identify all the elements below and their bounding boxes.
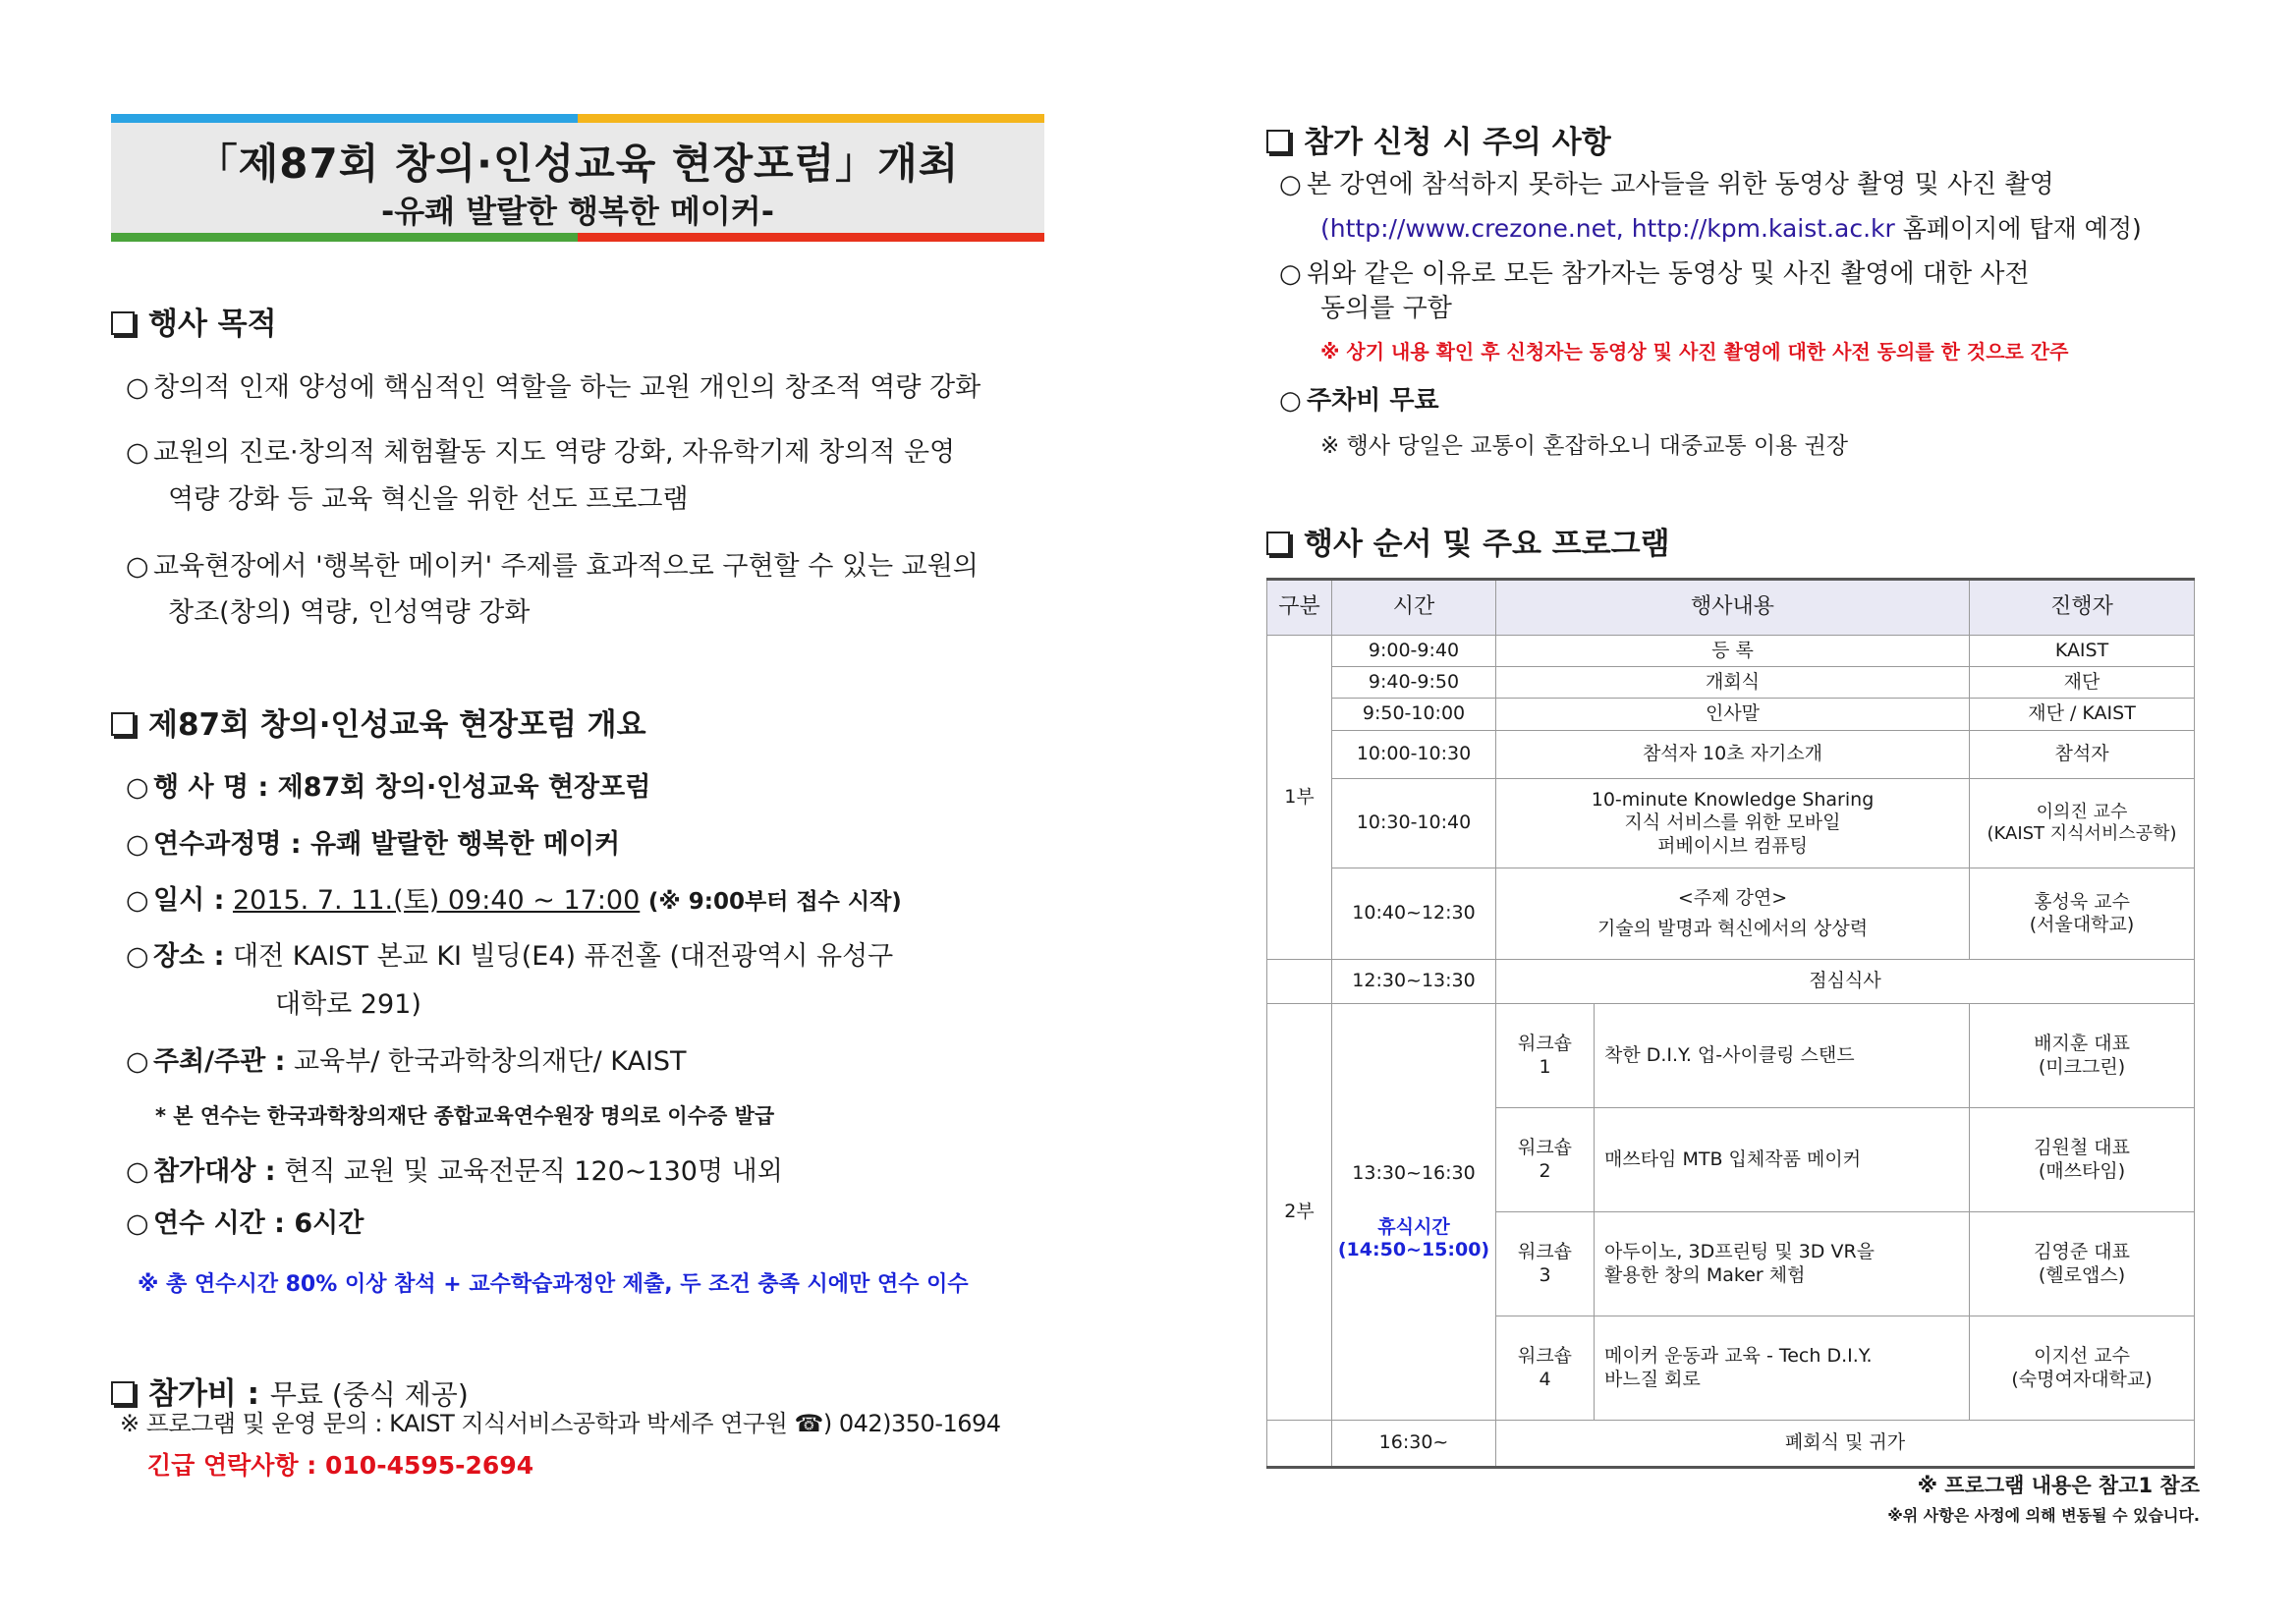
- notice-parking: [1279, 386, 1439, 417]
- title-bar-yellow: [578, 114, 1044, 123]
- overview-place-cont: 대학로 291): [275, 989, 421, 1020]
- workshop-number: [1496, 1108, 1595, 1212]
- title-box: [111, 114, 1044, 242]
- content-line: 활용한 창의 Maker 체험: [1604, 1263, 1806, 1286]
- checkbox-square-icon: [1266, 130, 1290, 153]
- phone-icon: ☎: [794, 1410, 823, 1437]
- row-content: [1496, 779, 1970, 868]
- row-time: 10:40~12:30: [1332, 868, 1496, 960]
- row-time: 10:00-10:30: [1332, 731, 1496, 779]
- label: 참가대상 :: [153, 1156, 276, 1187]
- content-line: 바느질 회로: [1604, 1368, 1701, 1390]
- part1-label: 1부: [1267, 636, 1332, 960]
- host-line: (숙명여자대학교): [2011, 1368, 2153, 1390]
- workshop-content: [1595, 1004, 1970, 1108]
- note: (※ 9:00부터 접수 시작): [647, 889, 902, 915]
- title-bar-red: [578, 233, 1044, 242]
- table-row: [1267, 1004, 2195, 1108]
- table-row: [1267, 667, 2195, 699]
- value: 6시간: [294, 1208, 364, 1239]
- blank-cell: [1267, 960, 1332, 1004]
- value: 현직 교원 및 교육전문직 120~130명 내외: [284, 1156, 783, 1187]
- table-row: [1267, 779, 2195, 868]
- purpose-item-2: [126, 437, 955, 469]
- notice-item-2: [1279, 259, 2030, 290]
- notice-parking-note: ※ 행사 당일은 교통이 혼잡하오니 대중교통 이용 권장: [1320, 433, 1849, 459]
- ws-label: 워크숍: [1517, 1033, 1573, 1055]
- row-content: 인사말: [1496, 699, 1970, 731]
- ws-label: 워크숍: [1517, 1241, 1573, 1263]
- row-content: 폐회식 및 귀가: [1496, 1421, 2195, 1468]
- host-line: 이지선 교수: [2034, 1345, 2130, 1368]
- overview-host: [126, 1046, 687, 1078]
- purpose-item-3-cont: 창조(창의) 역량, 인성역량 강화: [168, 597, 531, 628]
- page-title: 「제87회 창의·인성교육 현장포럼」개최: [196, 140, 960, 188]
- program-note-1: ※ 프로그램 내용은 참고1 참조: [1917, 1474, 2200, 1497]
- workshop-number: [1496, 1316, 1595, 1421]
- checkbox-square-icon: [111, 712, 135, 736]
- table-row: [1267, 731, 2195, 779]
- header-host: 진행자: [1970, 580, 2195, 636]
- row-host: KAIST: [1970, 636, 2195, 667]
- time-line: 13:30~16:30: [1352, 1161, 1476, 1184]
- notice-item-1-links: [1320, 214, 2142, 244]
- purpose-item-2-cont: 역량 강화 등 교육 혁신을 위한 선도 프로그램: [168, 484, 689, 515]
- label: 연수과정명 :: [153, 829, 302, 860]
- row-content: [1496, 868, 1970, 960]
- content-line: 지식 서비스를 위한 모바일: [1624, 812, 1841, 834]
- label: 주최/주관 :: [153, 1046, 286, 1077]
- workshop-content: [1595, 1316, 1970, 1421]
- value: 대전 KAIST 본교 KI 빌딩(E4) 퓨전홀 (대전광역시 유성구: [232, 941, 894, 972]
- ws-num: 2: [1539, 1159, 1551, 1182]
- row-time: 9:50-10:00: [1332, 699, 1496, 731]
- label: 참가비 :: [148, 1376, 260, 1412]
- circle-bullet-icon: ○: [126, 941, 149, 972]
- text: 위와 같은 이유로 모든 참가자는 동영상 및 사진 촬영에 대한 사전: [1307, 259, 2030, 289]
- host-line: 배지훈 대표: [2034, 1033, 2130, 1055]
- break-label: 휴식시간: [1377, 1215, 1450, 1238]
- fee-inquiry: [120, 1410, 1001, 1438]
- host-line: (KAIST 지식서비스공학): [1987, 823, 2177, 844]
- table-row: [1267, 868, 2195, 960]
- ws-num: 1: [1539, 1055, 1551, 1078]
- table-row: [1267, 699, 2195, 731]
- row-host: 재단: [1970, 667, 2195, 699]
- section-program-heading: [1266, 519, 1670, 563]
- text: 주차비 무료: [1307, 386, 1439, 416]
- program-note-2: ※위 사항은 사정에 의해 변동될 수 있습니다.: [1887, 1506, 2200, 1525]
- table-row: [1267, 636, 2195, 667]
- row-host: [1970, 868, 2195, 960]
- value: 제87회 창의·인성교육 현장포럼: [277, 772, 651, 803]
- purpose-item-3: [126, 551, 979, 583]
- content-line: 메이커 운동과 교육 - Tech D.I.Y.: [1604, 1345, 1873, 1368]
- host-line: (미크그린): [2038, 1055, 2126, 1078]
- notice-warning: ※ 상기 내용 확인 후 신청자는 동영상 및 사진 촬영에 대한 사전 동의를 한 것으로 간주: [1320, 340, 2069, 364]
- host-line: (서울대학교): [2029, 914, 2135, 935]
- circle-bullet-icon: ○: [126, 372, 149, 403]
- row-content: 점심식사: [1496, 960, 2195, 1004]
- label: 장소 :: [153, 941, 225, 972]
- label: 일시 :: [153, 885, 225, 916]
- workshop-content: [1595, 1212, 1970, 1316]
- row-content: 개회식: [1496, 667, 1970, 699]
- value: 무료 (중식 제공): [269, 1378, 469, 1411]
- text: 홈페이지에 탑재 예정): [1902, 214, 2142, 243]
- label: 행사 순서 및 주요 프로그램: [1304, 527, 1670, 562]
- circle-bullet-icon: ○: [126, 1046, 149, 1077]
- circle-bullet-icon: ○: [126, 772, 149, 803]
- row-time: 10:30-10:40: [1332, 779, 1496, 868]
- page-subtitle: -유쾌 발랄한 행복한 메이커-: [380, 193, 775, 230]
- ws-num: 3: [1539, 1263, 1551, 1286]
- workshop-host: [1970, 1004, 2195, 1108]
- part2-label: 2부: [1267, 1004, 1332, 1421]
- host-line: 홍성욱 교수: [2034, 890, 2130, 913]
- row-host: [1970, 779, 2195, 868]
- row-time: 9:00-9:40: [1332, 636, 1496, 667]
- content-line: 퍼베이시브 컴퓨팅: [1657, 834, 1808, 857]
- content-line: 기술의 발명과 혁신에서의 상상력: [1596, 918, 1869, 939]
- row-time: 12:30~13:30: [1332, 960, 1496, 1004]
- circle-bullet-icon: ○: [1279, 259, 1302, 289]
- notice-item-1: [1279, 170, 2054, 200]
- overview-date: [126, 885, 902, 917]
- host-line: (헬로앱스): [2038, 1263, 2126, 1286]
- purpose-item-text: 교육현장에서 '행복한 메이커' 주제를 효과적으로 구현할 수 있는 교원의: [153, 551, 979, 582]
- table-row-lunch: [1267, 960, 2195, 1004]
- section-overview-label: 제87회 창의·인성교육 현장포럼 개요: [148, 707, 646, 743]
- checkbox-square-icon: [1266, 532, 1290, 555]
- overview-event-name: [126, 772, 650, 804]
- circle-bullet-icon: ○: [126, 1156, 149, 1187]
- host-line: (매쓰타임): [2038, 1159, 2126, 1182]
- section-purpose-label: 행사 목적: [148, 307, 277, 342]
- title-bar-green: [111, 233, 578, 242]
- circle-bullet-icon: ○: [126, 829, 149, 860]
- content-line: 아두이노, 3D프린팅 및 3D VR을: [1604, 1241, 1876, 1263]
- label: 참가 신청 시 주의 사항: [1304, 125, 1611, 160]
- label: 연수 시간 :: [153, 1208, 285, 1239]
- purpose-item-text: 교원의 진로·창의적 체험활동 지도 역량 강화, 자유학기제 창의적 운영: [153, 437, 956, 468]
- purpose-item-text: 창의적 인재 양성에 핵심적인 역할을 하는 교원 개인의 창조적 역량 강화: [153, 372, 981, 403]
- overview-completion-note: ※ 총 연수시간 80% 이상 참석 + 교수학습과정안 제출, 두 조건 충족 시에만 연수 이수: [138, 1272, 969, 1297]
- header-part: 구분: [1267, 580, 1332, 636]
- table-row-closing: [1267, 1421, 2195, 1468]
- ws-num: 4: [1539, 1368, 1551, 1390]
- host-line: 김영준 대표: [2034, 1241, 2130, 1263]
- section-overview-heading: [111, 700, 646, 744]
- value: ) 042)350-1694: [822, 1410, 1001, 1437]
- overview-host-note: * 본 연수는 한국과학창의재단 종합교육연수원장 명의로 이수증 발급: [155, 1104, 775, 1128]
- value: 유쾌 발랄한 행복한 메이커: [310, 829, 621, 860]
- label: ※ 프로그램 및 운영 문의 : KAIST 지식서비스공학과 박세주 연구원: [120, 1410, 788, 1437]
- content-line: 착한 D.I.Y. 업-사이클링 스탠드: [1604, 1043, 1855, 1066]
- workshop-content: [1595, 1108, 1970, 1212]
- circle-bullet-icon: ○: [126, 885, 149, 916]
- checkbox-square-icon: [111, 311, 135, 335]
- section-purpose-heading: [111, 299, 277, 343]
- purpose-item-1: [126, 372, 980, 404]
- circle-bullet-icon: ○: [1279, 170, 1302, 199]
- section-fee-heading: [111, 1369, 469, 1413]
- section-notice-heading: [1266, 117, 1611, 161]
- ws-label: 워크숍: [1517, 1345, 1573, 1368]
- fee-urgent-contact: 긴급 연락사항 : 010-4595-2694: [147, 1451, 534, 1480]
- workshop-host: [1970, 1108, 2195, 1212]
- blank-cell: [1267, 1421, 1332, 1468]
- break-time: (14:50~15:00): [1337, 1239, 1490, 1261]
- ws-label: 워크숍: [1517, 1137, 1573, 1159]
- value: 교육부/ 한국과학창의재단/ KAIST: [293, 1046, 687, 1077]
- overview-course: [126, 829, 620, 861]
- row-host: 재단 / KAIST: [1970, 699, 2195, 731]
- circle-bullet-icon: ○: [126, 1208, 149, 1239]
- header-content: 행사내용: [1496, 580, 1970, 636]
- row-host: 참석자: [1970, 731, 2195, 779]
- table-header-row: [1267, 580, 2195, 636]
- content-line: <주제 강연>: [1677, 886, 1788, 909]
- host-line: 김원철 대표: [2034, 1137, 2130, 1159]
- row-content: 등 록: [1496, 636, 1970, 667]
- links: (http://www.crezone.net, http://kpm.kaist.ac.kr: [1320, 214, 1895, 243]
- row-time: 16:30~: [1332, 1421, 1496, 1468]
- notice-item-2-cont: 동의를 구함: [1320, 294, 1452, 323]
- workshop-host: [1970, 1212, 2195, 1316]
- circle-bullet-icon: ○: [1279, 386, 1302, 416]
- overview-target: [126, 1156, 783, 1188]
- part2-time: [1332, 1004, 1496, 1421]
- overview-place: [126, 941, 893, 973]
- content-line: 매쓰타임 MTB 입체작품 메이커: [1604, 1148, 1862, 1170]
- content-line: 10-minute Knowledge Sharing: [1591, 789, 1875, 812]
- workshop-number: [1496, 1004, 1595, 1108]
- circle-bullet-icon: ○: [126, 551, 149, 582]
- row-time: 9:40-9:50: [1332, 667, 1496, 699]
- workshop-number: [1496, 1212, 1595, 1316]
- workshop-host: [1970, 1316, 2195, 1421]
- title-bar-blue: [111, 114, 578, 123]
- text: 본 강연에 참석하지 못하는 교사들을 위한 동영상 촬영 및 사진 촬영: [1307, 170, 2054, 199]
- overview-hours: [126, 1208, 364, 1240]
- header-time: 시간: [1332, 580, 1496, 636]
- host-line: 이의진 교수: [2036, 802, 2128, 823]
- row-content: 참석자 10초 자기소개: [1496, 731, 1970, 779]
- value: 2015. 7. 11.(토) 09:40 ~ 17:00: [232, 885, 641, 916]
- program-table: [1266, 578, 2195, 1469]
- checkbox-square-icon: [111, 1381, 135, 1405]
- circle-bullet-icon: ○: [126, 437, 149, 468]
- label: 행 사 명 :: [153, 772, 269, 803]
